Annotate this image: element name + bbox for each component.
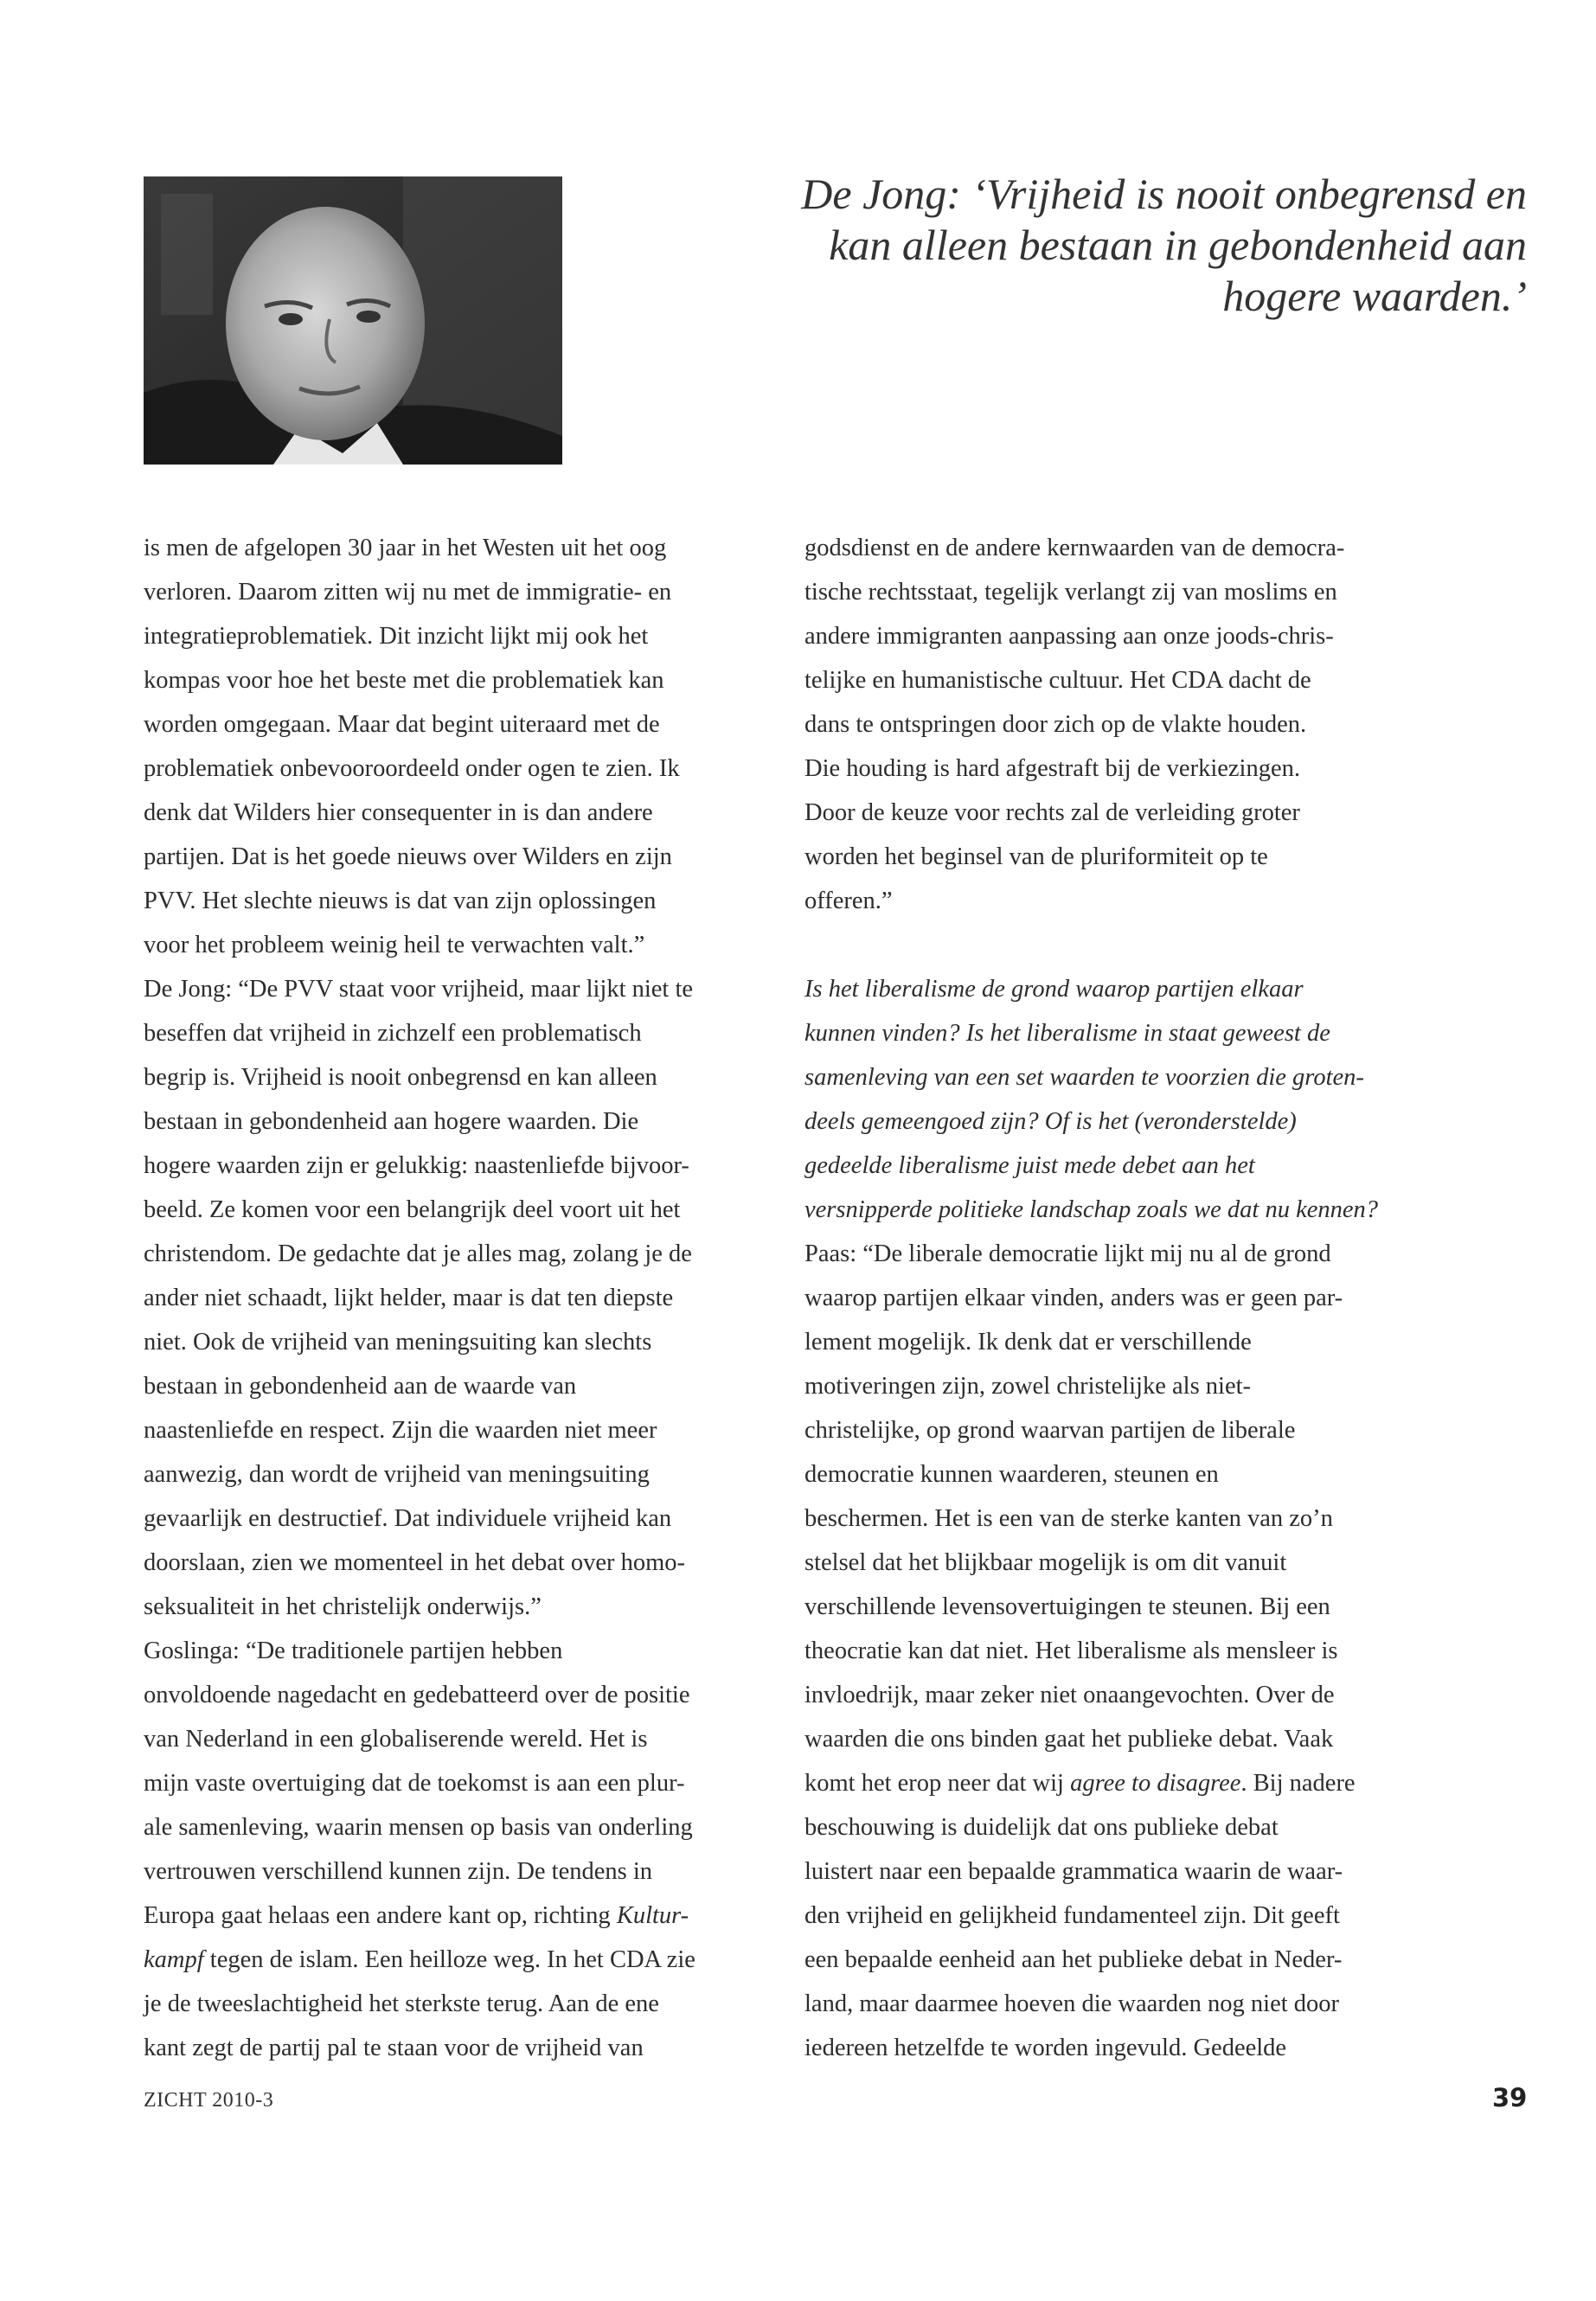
text-line: offeren.”	[804, 888, 893, 914]
text-line: den vrijheid en gelijkheid fundamenteel zijn. Dit geeft	[804, 1902, 1340, 1929]
text-line: waarop partijen elkaar vinden, anders was er geen par-	[804, 1285, 1343, 1311]
interview-question-line: gedeelde liberalisme juist mede debet aan het	[804, 1152, 1255, 1179]
text-line: seksualiteit in het christelijk onderwijs.”	[144, 1593, 542, 1620]
text-line: verloren. Daarom zitten wij nu met de immigratie- en	[144, 579, 672, 606]
right-column	[804, 526, 1410, 2070]
text-run: Europa gaat helaas een andere kant op, richting	[144, 1902, 617, 1929]
text-line: bestaan in gebondenheid aan de waarde van	[144, 1373, 577, 1400]
text-line: waarden die ons binden gaat het publieke debat. Vaak	[804, 1726, 1334, 1753]
text-line: theocratie kan dat niet. Het liberalisme als mensleer is	[804, 1638, 1338, 1664]
text-line: lement mogelijk. Ik denk dat er verschillende	[804, 1329, 1252, 1356]
text-line: een bepaalde eenheid aan het publieke debat in Neder-	[804, 1946, 1343, 1973]
text-line: worden het beginsel van de pluriformiteit op te	[804, 843, 1268, 870]
text-line: ander niet schaadt, lijkt helder, maar is dat ten diepste	[144, 1285, 674, 1311]
text-line: hogere waarden zijn er gelukkig: naastenliefde bijvoor-	[144, 1152, 689, 1179]
text-line	[144, 1894, 749, 1938]
text-line: problematiek onbevooroordeeld onder ogen te zien. Ik	[144, 755, 680, 782]
page-number: 39	[1492, 2083, 1528, 2112]
pull-quote-line: hogere waarden.’	[1222, 272, 1527, 320]
text-line: je de tweeslachtigheid het sterkste terug. Aan de ene	[144, 1990, 659, 2017]
text-line: naastenliefde en respect. Zijn die waarden niet meer	[144, 1417, 657, 1444]
journal-footer: ZICHT 2010-3	[144, 2089, 274, 2112]
text-line: ale samenleving, waarin mensen op basis van onderling	[144, 1814, 693, 1841]
text-line: partijen. Dat is het goede nieuws over Wilders en zijn	[144, 843, 672, 870]
text-line: voor het probleem weinig heil te verwachten valt.”	[144, 932, 645, 958]
text-line: aanwezig, dan wordt de vrijheid van meningsuiting	[144, 1461, 650, 1488]
text-line: begrip is. Vrijheid is nooit onbegrensd en kan alleen	[144, 1064, 657, 1091]
text-line: mijn vaste overtuiging dat de toekomst is aan een plur-	[144, 1770, 685, 1797]
text-line: andere immigranten aanpassing aan onze joods-chris-	[804, 623, 1334, 650]
text-line: democratie kunnen waarderen, steunen en	[804, 1461, 1219, 1488]
text-line: integratieproblematiek. Dit inzicht lijkt mij ook het	[144, 623, 649, 650]
italic-term: kampf	[144, 1946, 204, 1973]
text-line	[144, 1938, 749, 1982]
text-line	[804, 1761, 1410, 1805]
text-line: vertrouwen verschillend kunnen zijn. De tendens in	[144, 1858, 653, 1885]
text-line: iedereen hetzelfde te worden ingevuld. Gedeelde	[804, 2035, 1287, 2061]
interview-question-line: Is het liberalisme de grond waarop partijen elkaar	[804, 976, 1304, 1003]
text-line: christelijke, op grond waarvan partijen de liberale	[804, 1417, 1296, 1444]
interview-question-line: kunnen vinden? Is het liberalisme in staat geweest de	[804, 1020, 1330, 1047]
text-run: komt het erop neer dat wij	[804, 1770, 1071, 1797]
text-line: Door de keuze voor rechts zal de verleiding groter	[804, 799, 1300, 826]
text-run: tegen de islam. Een heilloze weg. In het CDA zie	[203, 1946, 695, 1973]
text-line: dans te ontspringen door zich op de vlakte houden.	[804, 711, 1307, 738]
text-line: Die houding is hard afgestraft bij de verkiezingen.	[804, 755, 1300, 782]
text-line: telijke en humanistische cultuur. Het CDA dacht de	[804, 667, 1311, 694]
text-line: invloedrijk, maar zeker niet onaangevochten. Over de	[804, 1682, 1335, 1708]
text-line: bestaan in gebondenheid aan hogere waarden. Die	[144, 1108, 639, 1135]
text-line: kompas voor hoe het beste met die problematiek kan	[144, 667, 664, 694]
text-line: Goslinga: “De traditionele partijen hebben	[144, 1638, 563, 1664]
text-line: beschermen. Het is een van de sterke kanten van zo’n	[804, 1505, 1333, 1532]
text-line: worden omgegaan. Maar dat begint uiteraard met de	[144, 711, 660, 738]
pull-quote-line: kan alleen bestaan in gebondenheid aan	[829, 221, 1527, 269]
text-line: gevaarlijk en destructief. Dat individuele vrijheid kan	[144, 1505, 672, 1532]
text-line: beseffen dat vrijheid in zichzelf een problematisch	[144, 1020, 642, 1047]
text-line: godsdienst en de andere kernwaarden van de democra-	[804, 535, 1345, 561]
left-column	[144, 526, 749, 2070]
text-line: tische rechtsstaat, tegelijk verlangt zij van moslims en	[804, 579, 1337, 606]
text-line: christendom. De gedachte dat je alles mag, zolang je de	[144, 1240, 692, 1267]
text-line: onvoldoende nagedacht en gedebatteerd over de positie	[144, 1682, 690, 1708]
pull-quote	[779, 169, 1527, 322]
text-line: stelsel dat het blijkbaar mogelijk is om dit vanuit	[804, 1549, 1287, 1576]
text-line: is men de afgelopen 30 jaar in het Westen uit het oog	[144, 535, 667, 561]
text-line: niet. Ook de vrijheid van meningsuiting kan slechts	[144, 1329, 652, 1356]
text-line: verschillende levensovertuigingen te steunen. Bij een	[804, 1593, 1330, 1620]
interview-question-line: deels gemeengoed zijn? Of is het (veronderstelde)	[804, 1108, 1297, 1135]
pull-quote-line: De Jong: ‘Vrijheid is nooit onbegrensd en	[801, 170, 1527, 218]
text-line: luistert naar een bepaalde grammatica waarin de waar-	[804, 1858, 1343, 1885]
text-line: Paas: “De liberale democratie lijkt mij nu al de grond	[804, 1240, 1331, 1267]
text-run: . Bij nadere	[1240, 1770, 1356, 1797]
text-line: beschouwing is duidelijk dat ons publieke debat	[804, 1814, 1279, 1841]
text-line: doorslaan, zien we momenteel in het debat over homo-	[144, 1549, 685, 1576]
portrait-photo	[144, 176, 562, 465]
italic-term: agree to disagree	[1070, 1770, 1241, 1797]
text-line: kant zegt de partij pal te staan voor de vrijheid van	[144, 2035, 644, 2061]
text-line: van Nederland in een globaliserende wereld. Het is	[144, 1726, 648, 1753]
text-line: PVV. Het slechte nieuws is dat van zijn oplossingen	[144, 888, 657, 914]
italic-term: Kultur-	[616, 1902, 689, 1929]
text-line: beeld. Ze komen voor een belangrijk deel voort uit het	[144, 1196, 681, 1223]
text-line: motiveringen zijn, zowel christelijke als niet-	[804, 1373, 1252, 1400]
interview-question-line: samenleving van een set waarden te voorzien die groten-	[804, 1064, 1364, 1091]
text-line: denk dat Wilders hier consequenter in is dan andere	[144, 799, 653, 826]
text-line: land, maar daarmee hoeven die waarden nog niet door	[804, 1990, 1340, 2017]
text-line: De Jong: “De PVV staat voor vrijheid, maar lijkt niet te	[144, 976, 694, 1003]
interview-question-line: versnipperde politieke landschap zoals we dat nu kennen?	[804, 1196, 1379, 1223]
